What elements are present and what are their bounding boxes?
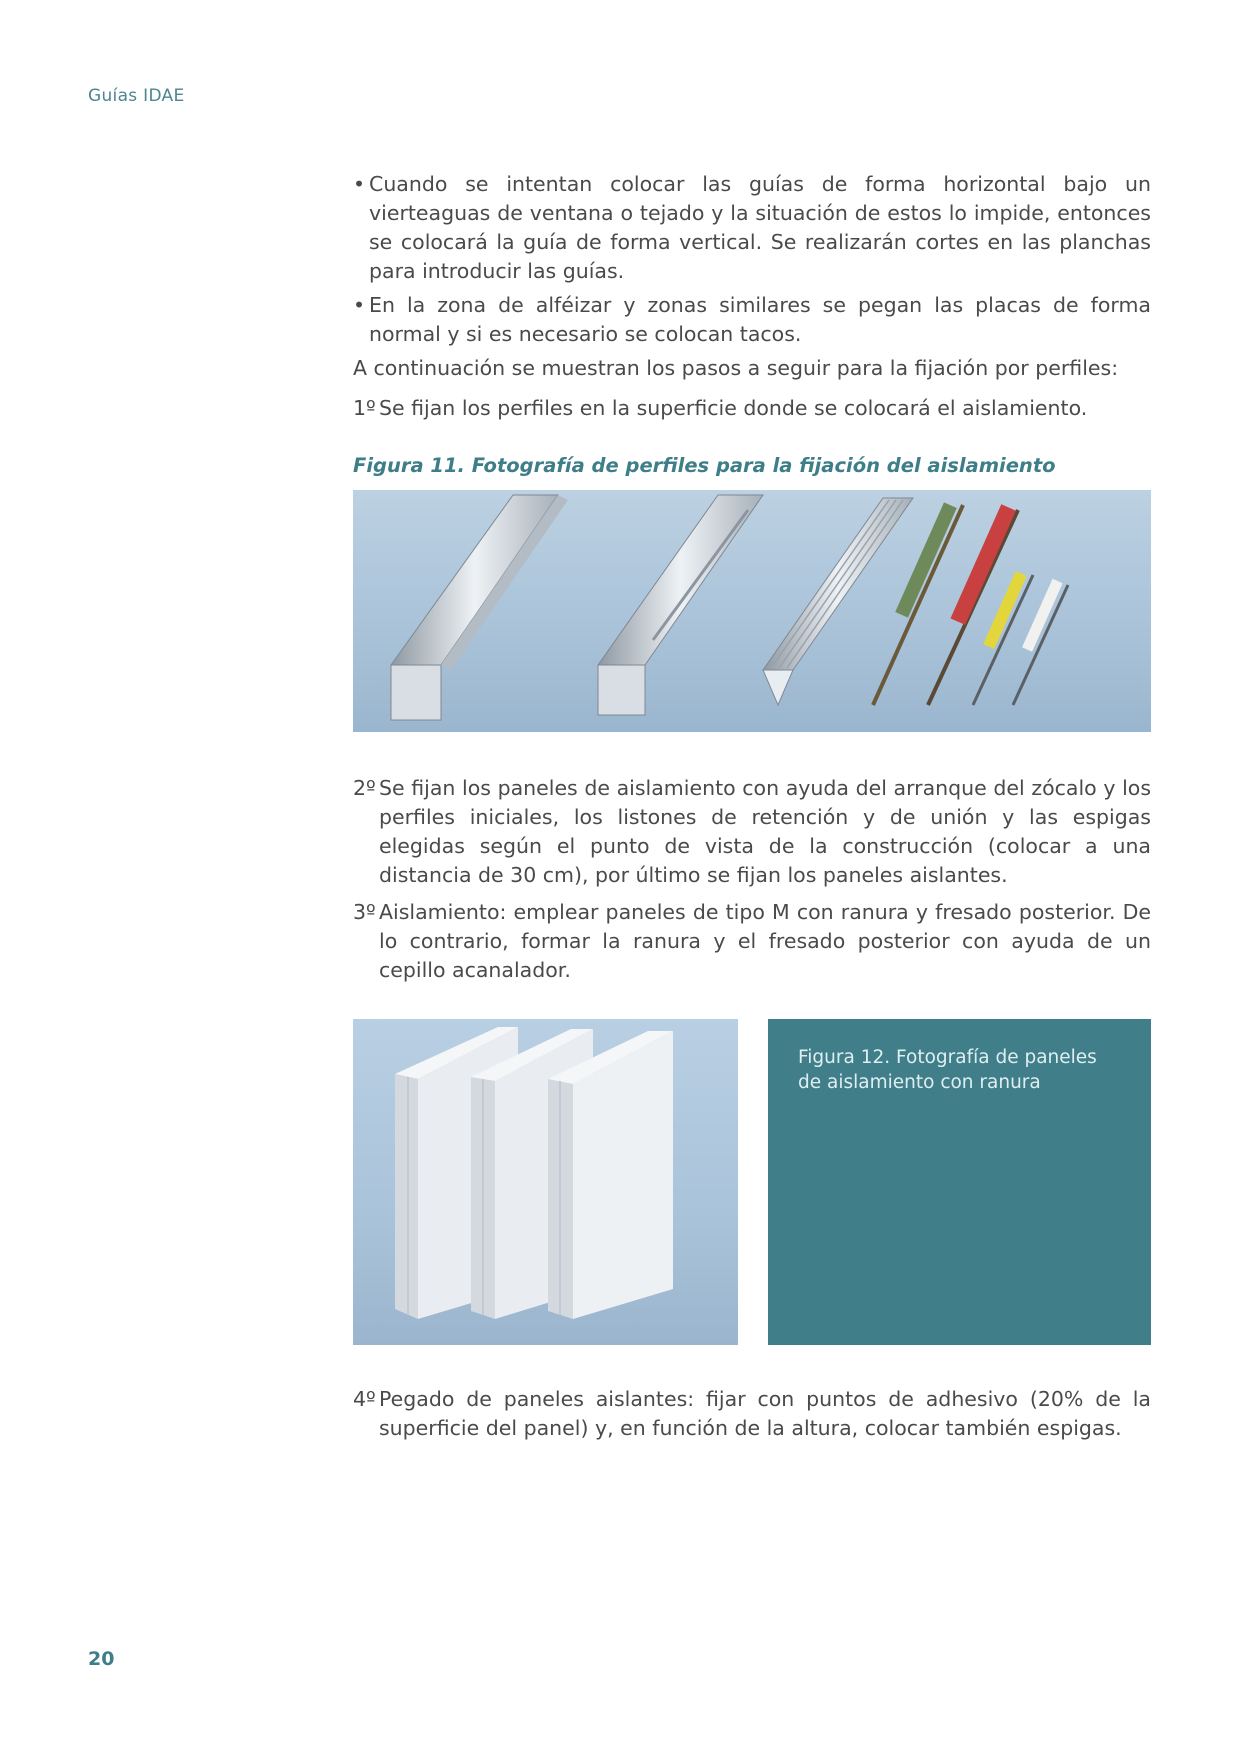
step-number: 1º xyxy=(353,396,376,420)
step-3 xyxy=(353,898,1151,985)
insulation-panels-photo xyxy=(353,1019,738,1345)
step-number: 3º xyxy=(353,900,376,924)
step-1 xyxy=(353,394,1151,423)
figure-12-caption-box xyxy=(768,1019,1151,1345)
step-text: Pegado de paneles aislantes: fijar con puntos de adhesivo (20% de la superficie del panel) y, en función de la altura, colocar también espigas. xyxy=(379,1387,1151,1440)
step-number: 4º xyxy=(353,1387,376,1411)
step-number: 2º xyxy=(353,776,376,800)
step-text: Se fijan los perfiles en la superficie donde se colocará el aislamiento. xyxy=(379,396,1088,420)
figure-12-caption: Figura 12. Fotografía de paneles de aislamiento con ranura xyxy=(798,1047,1097,1093)
profiles-illustration xyxy=(353,490,1151,732)
step-2 xyxy=(353,774,1151,890)
panels-illustration xyxy=(353,1019,738,1345)
profiles-photo xyxy=(353,490,1151,732)
figure-12-row xyxy=(353,1019,1151,1345)
step-text: Se fijan los paneles de aislamiento con ayuda del arranque del zócalo y los perfiles iniciales, los listones de retención y de unión y las espigas elegidas según el punto de vista de la construcción (colocar a una distancia de 30 cm), por último se fijan los paneles aislantes. xyxy=(379,776,1151,887)
bullet-item: • En la zona de alféizar y zonas similares se pegan las placas de forma normal y si es necesario se colocan tacos. xyxy=(353,291,1151,349)
figure-11-caption: Figura 11. Fotografía de perfiles para la fijación del aislamiento xyxy=(353,454,1056,477)
main-content xyxy=(353,170,1151,1443)
running-header: Guías IDAE xyxy=(88,86,185,106)
step-4 xyxy=(353,1385,1151,1443)
bullet-item: • Cuando se intentan colocar las guías de forma horizontal bajo un vierteaguas de ventana o tejado y la situación de estos lo impide, entonces se colocará la guía de forma vertical. Se realizarán cortes en las planchas para introducir las guías. xyxy=(353,170,1151,286)
step-text: Aislamiento: emplear paneles de tipo M con ranura y fresado posterior. De lo contrario, formar la ranura y el fresado posterior con ayuda de un cepillo acanalador. xyxy=(379,900,1151,982)
intro-paragraph: A continuación se muestran los pasos a seguir para la fijación por perfiles: xyxy=(353,356,1119,380)
page-number: 20 xyxy=(88,1648,115,1670)
